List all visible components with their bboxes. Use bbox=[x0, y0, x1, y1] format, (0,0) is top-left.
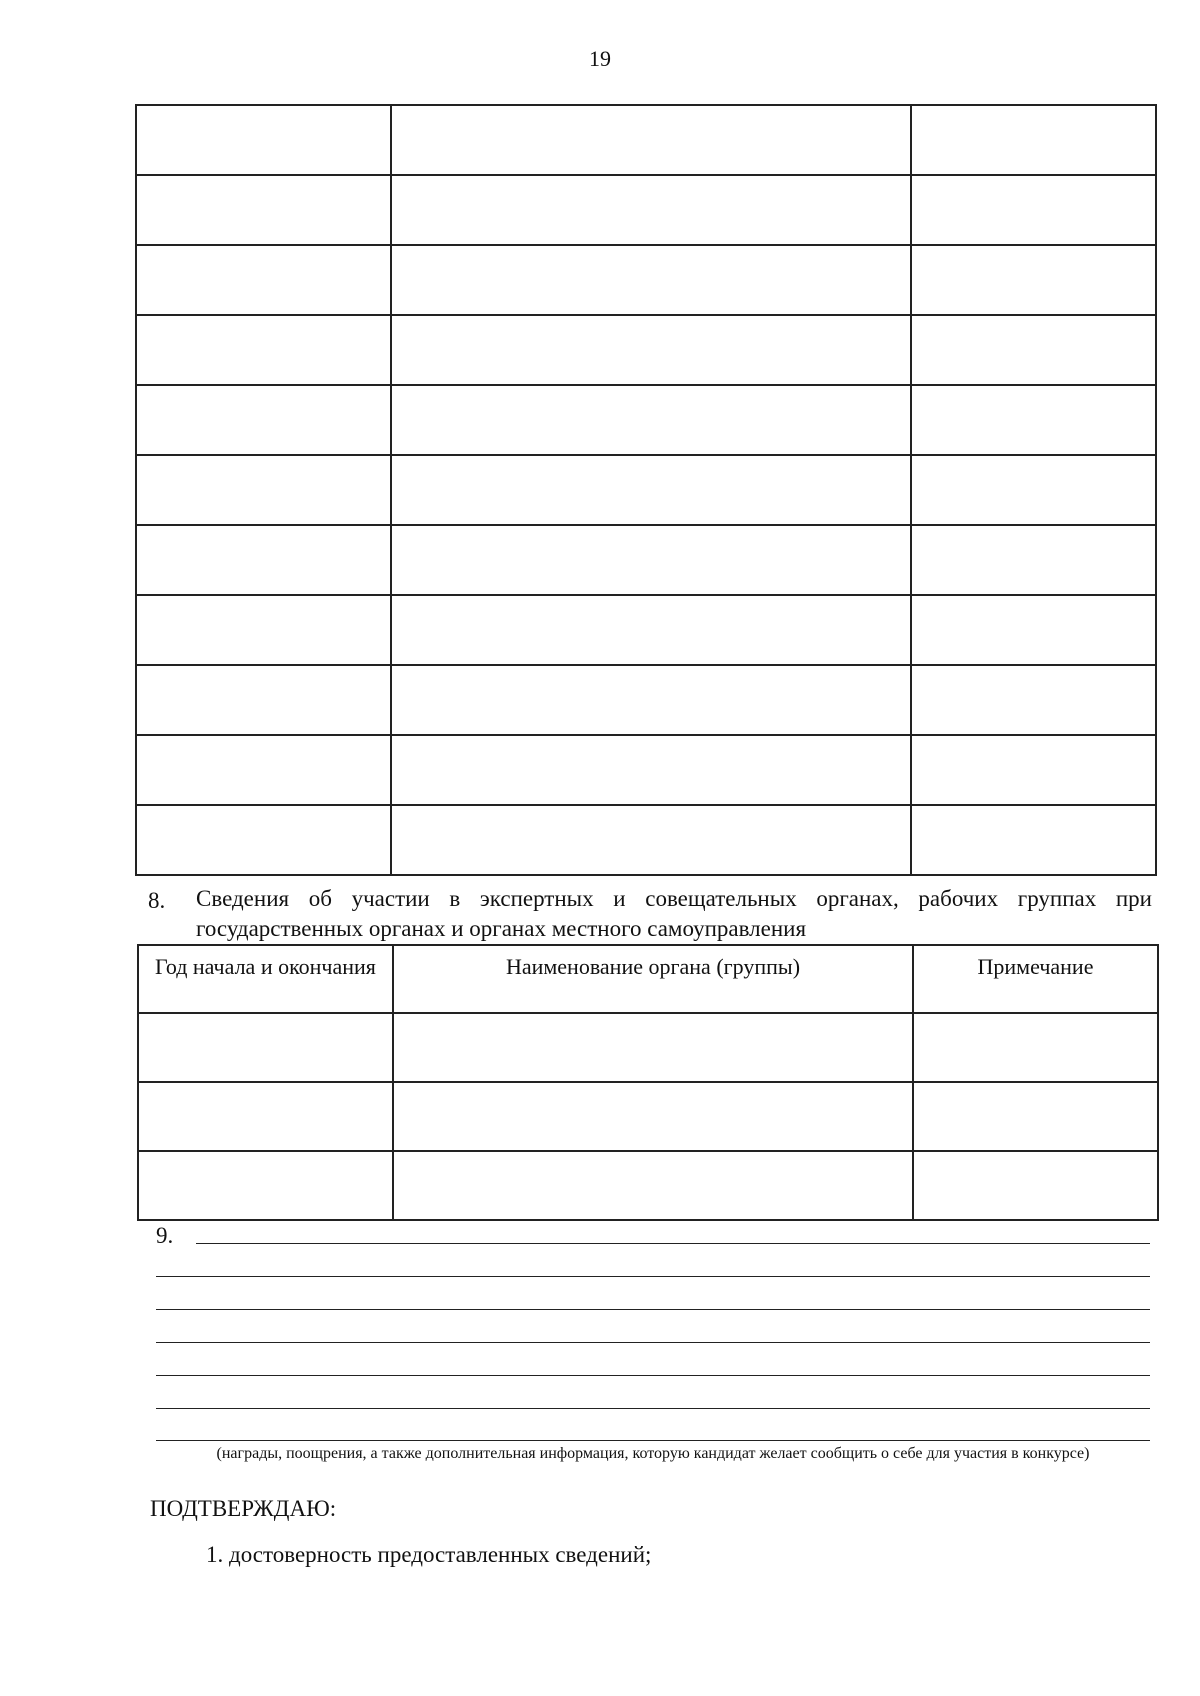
fill-in-line[interactable] bbox=[156, 1309, 1150, 1310]
column-header-note: Примечание bbox=[913, 945, 1158, 1013]
table-cell[interactable] bbox=[393, 1082, 913, 1151]
table-cell[interactable] bbox=[911, 105, 1156, 175]
table-row bbox=[138, 1082, 1158, 1151]
table-cell[interactable] bbox=[911, 315, 1156, 385]
table-cell[interactable] bbox=[391, 665, 911, 735]
table-cell[interactable] bbox=[393, 1151, 913, 1220]
fill-in-line[interactable] bbox=[156, 1440, 1150, 1441]
table-row bbox=[138, 1151, 1158, 1220]
page-number: 19 bbox=[589, 46, 611, 71]
table-row bbox=[136, 315, 1156, 385]
table-row bbox=[138, 1013, 1158, 1082]
fill-in-line[interactable] bbox=[196, 1243, 1150, 1244]
table-cell[interactable] bbox=[913, 1013, 1158, 1082]
section8-heading: Сведения об участии в экспертных и совещательных органах, рабочих группах при государственных органах и органах местного самоуправления bbox=[196, 886, 1152, 941]
table-cell[interactable] bbox=[138, 1151, 393, 1220]
table-cell[interactable] bbox=[913, 1151, 1158, 1220]
table-cell[interactable] bbox=[911, 525, 1156, 595]
table-cell[interactable] bbox=[136, 385, 391, 455]
table-cell[interactable] bbox=[911, 805, 1156, 875]
table-cell[interactable] bbox=[136, 735, 391, 805]
table-cell[interactable] bbox=[136, 455, 391, 525]
table-row bbox=[136, 805, 1156, 875]
table-cell[interactable] bbox=[391, 385, 911, 455]
table-row bbox=[136, 525, 1156, 595]
fill-in-line[interactable] bbox=[156, 1342, 1150, 1343]
table-row bbox=[136, 105, 1156, 175]
table-cell[interactable] bbox=[136, 525, 391, 595]
confirm-title: ПОДТВЕРЖДАЮ: bbox=[150, 1496, 337, 1521]
table-row bbox=[136, 245, 1156, 315]
table-row bbox=[136, 455, 1156, 525]
table-cell[interactable] bbox=[391, 315, 911, 385]
table-cell[interactable] bbox=[391, 105, 911, 175]
table-cell[interactable] bbox=[391, 175, 911, 245]
table-cell[interactable] bbox=[136, 805, 391, 875]
table-cell[interactable] bbox=[136, 315, 391, 385]
table-row bbox=[136, 595, 1156, 665]
table-cell[interactable] bbox=[138, 1013, 393, 1082]
table-cell[interactable] bbox=[391, 595, 911, 665]
table-cell[interactable] bbox=[913, 1082, 1158, 1151]
table-cell[interactable] bbox=[391, 735, 911, 805]
table-row bbox=[136, 665, 1156, 735]
section8-number: 8. bbox=[148, 888, 166, 913]
table-cell[interactable] bbox=[391, 805, 911, 875]
table-row bbox=[136, 175, 1156, 245]
table-cell[interactable] bbox=[911, 595, 1156, 665]
table-cell[interactable] bbox=[911, 385, 1156, 455]
section9-caption: (награды, поощрения, а также дополнительная информация, которую кандидат желает сообщить о себе для участия в конкурсе) bbox=[216, 1445, 1090, 1462]
table-cell[interactable] bbox=[136, 175, 391, 245]
fill-in-line[interactable] bbox=[156, 1408, 1150, 1409]
column-header-body-name: Наименование органа (группы) bbox=[393, 945, 913, 1013]
expert-bodies-table bbox=[137, 944, 1159, 1221]
table-cell[interactable] bbox=[911, 455, 1156, 525]
table-cell[interactable] bbox=[136, 105, 391, 175]
table-cell[interactable] bbox=[393, 1013, 913, 1082]
table-cell[interactable] bbox=[391, 245, 911, 315]
section9-number: 9. bbox=[156, 1223, 174, 1248]
table-cell[interactable] bbox=[138, 1082, 393, 1151]
table-row bbox=[136, 385, 1156, 455]
table-header-row bbox=[138, 945, 1158, 1013]
table-row bbox=[136, 735, 1156, 805]
table-cell[interactable] bbox=[391, 525, 911, 595]
table-cell[interactable] bbox=[136, 665, 391, 735]
fill-in-line[interactable] bbox=[156, 1276, 1150, 1277]
column-header-years: Год начала и окончания bbox=[138, 945, 393, 1013]
table-cell[interactable] bbox=[136, 245, 391, 315]
table-cell[interactable] bbox=[911, 665, 1156, 735]
continued-table bbox=[135, 104, 1157, 876]
confirm-item: 1. достоверность предоставленных сведений; bbox=[206, 1542, 652, 1567]
table-cell[interactable] bbox=[911, 245, 1156, 315]
table-cell[interactable] bbox=[391, 455, 911, 525]
fill-in-line[interactable] bbox=[156, 1375, 1150, 1376]
table-cell[interactable] bbox=[911, 735, 1156, 805]
table-cell[interactable] bbox=[911, 175, 1156, 245]
table-cell[interactable] bbox=[136, 595, 391, 665]
